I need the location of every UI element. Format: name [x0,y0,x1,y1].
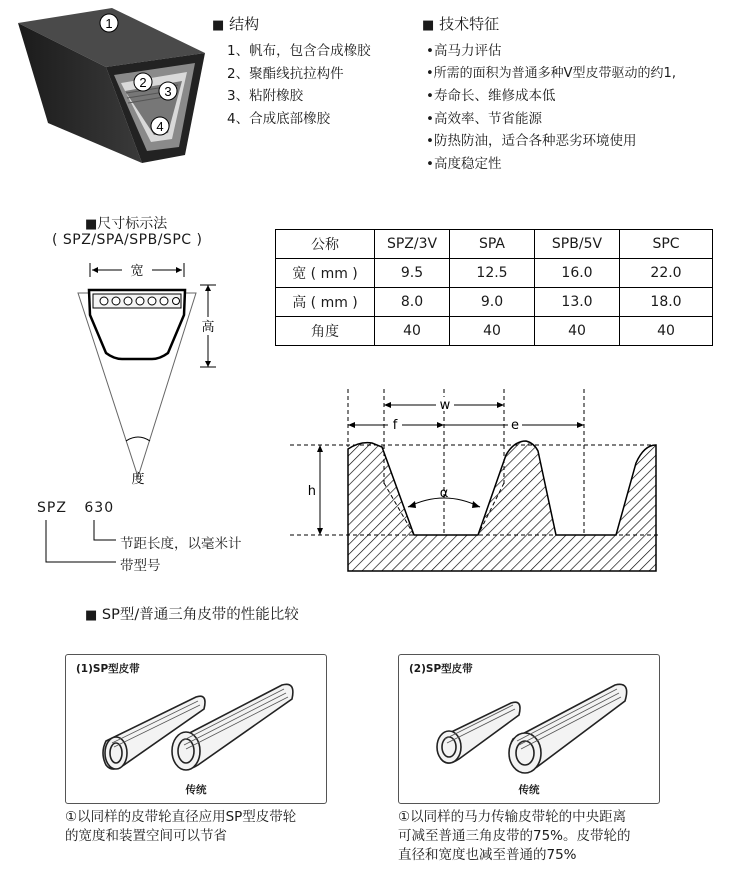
belt-type-code: SPZ [37,500,67,516]
groove-alpha-label: α [439,486,449,501]
belt-pair-illustration-2 [419,673,649,783]
tech-item: •高效率、节省能源 [426,110,542,127]
table-cell: 宽 ( mm ) [276,259,375,288]
width-label: 宽 [130,264,144,279]
table-cell: 22.0 [620,259,713,288]
table-cell: 40 [450,317,535,346]
callout-2: 2 [139,75,147,90]
comparison-panel-2 [398,654,660,804]
table-cell: 40 [620,317,713,346]
callout-3: 3 [164,84,172,99]
structure-heading: ■ 结构 [212,15,260,33]
groove-f-label: f [392,418,398,433]
table-header-row [276,230,713,259]
table-cell: 高 ( mm ) [276,288,375,317]
table-cell: 9.5 [375,259,450,288]
structure-section [212,13,371,130]
table-cell: 角度 [276,317,375,346]
table-header-cell: SPA [450,230,535,259]
callout-1: 1 [105,16,113,31]
structure-item: 3、粘附橡胶 [227,88,304,104]
spec-table [275,229,713,346]
designation-code [37,500,114,516]
groove-h-label: h [307,484,316,499]
table-header-cell: 公称 [276,230,375,259]
table-cell: 9.0 [450,288,535,317]
table-cell: 12.5 [450,259,535,288]
panel-2-label: (2)SP型皮带 [409,663,473,675]
structure-item: 4、合成底部橡胶 [227,110,331,127]
table-cell: 18.0 [620,288,713,317]
panel-2-caption: 传统 [518,784,540,796]
tech-item: •高度稳定性 [426,155,502,172]
structure-item: 1、帆布，包含合成橡胶 [227,43,371,59]
belt-structure-illustration [10,5,215,170]
pitch-length-value: 630 [84,500,115,516]
pulley-groove-drawing [290,385,670,580]
table-row [276,259,713,288]
tech-item: •寿命长、维修成本低 [426,88,556,104]
dimension-subheading: ( SPZ/SPA/SPB/SPC ) [52,232,203,248]
groove-w-label: w [439,398,451,413]
table-cell: 40 [535,317,620,346]
angle-label: 度 [131,472,145,485]
table-header-cell: SPB/5V [535,230,620,259]
table-cell: 13.0 [535,288,620,317]
tech-item: •防热防油，适合各种恶劣环境使用 [426,133,637,149]
table-cell: 40 [375,317,450,346]
designation-leader-lines [40,518,120,568]
comparison-panel-1 [65,654,327,804]
dimension-heading: ■尺寸标示法 [85,216,168,232]
pitch-length-desc: 节距长度，以毫米计 [120,536,242,552]
tech-item: •所需的面积为普通多种V型皮带驱动的约1, [426,65,676,81]
table-header-cell: SPZ/3V [375,230,450,259]
panel-2-note: ①以同样的马力传输皮带轮的中央距离 可减至普通三角皮带的75%。皮带轮的 直径和宽度也减至普通的75% [398,809,631,863]
comparison-heading: ■ SP型/普通三角皮带的性能比较 [85,607,299,623]
vbelt-dimension-drawing [60,255,230,485]
table-cell: 8.0 [375,288,450,317]
tech-item: •高马力评估 [426,43,502,59]
tech-section [422,13,738,175]
panel-1-caption: 传统 [185,784,207,796]
callout-4: 4 [156,119,164,134]
groove-e-label: e [511,418,519,433]
panel-1-note: ①以同样的皮带轮直径应用SP型皮带轮 的宽度和装置空间可以节省 [65,809,297,844]
table-header-cell: SPC [620,230,713,259]
belt-pair-illustration-1 [86,673,316,783]
table-row [276,288,713,317]
table-row [276,317,713,346]
tech-heading: ■ 技术特征 [422,15,500,33]
panel-1-label: (1)SP型皮带 [76,663,140,675]
table-cell: 16.0 [535,259,620,288]
height-label: 高 [201,320,215,335]
belt-type-desc: 带型号 [120,558,161,574]
structure-item: 2、聚酯线抗拉构件 [227,65,344,82]
